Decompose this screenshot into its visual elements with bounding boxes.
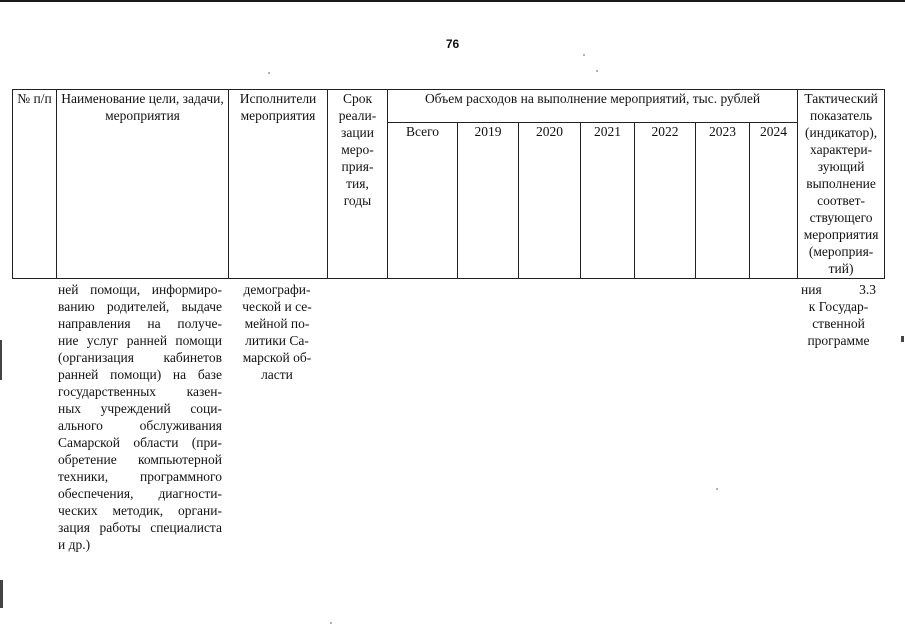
col-year-header: 2021 bbox=[581, 123, 635, 279]
scan-edge-mark bbox=[0, 580, 3, 608]
scan-speck bbox=[268, 72, 270, 74]
col-total-header: Всего bbox=[388, 123, 458, 279]
col-volume-header: Объем расходов на выполнение мероприятий, тыс. рублей bbox=[388, 90, 798, 123]
scan-edge-mark bbox=[901, 336, 904, 342]
scan-speck bbox=[716, 488, 718, 490]
col-name-header: Наименование цели, задачи, мероприятия bbox=[57, 90, 229, 279]
activity-description: ней помощи, информиро- ванию родителей, выдаче направления на получе- ние услуг ранней помощи (организация кабинетов ранней помощи) на базе государственных казен- ных учреждений соци- ального обслуживания Самарской области (при- обретение компьютерной техники, программного обеспечения, диагности- ческих методик, органи- зация работы специалиста и др.) bbox=[58, 282, 222, 552]
col-year-header: 2024 bbox=[750, 123, 798, 279]
col-indicator-header: Тактический показатель (индикатор), характери- зующий выполнение соответ- ствующего мероприятия (мероприя- тий) bbox=[798, 90, 885, 279]
col-year-header: 2023 bbox=[696, 123, 750, 279]
indicator-text: ния 3.3 к Государ- ственной программе bbox=[801, 282, 876, 348]
col-term-header: Срок реали- зации меро- прия- тия, годы bbox=[328, 90, 388, 279]
executor-text: демографи- ческой и се- мейной по- литики Са- марской об- ласти bbox=[242, 282, 312, 382]
page-number: 76 bbox=[445, 37, 460, 51]
col-year-header: 2020 bbox=[519, 123, 581, 279]
col-year-header: 2019 bbox=[458, 123, 519, 279]
scan-speck bbox=[596, 70, 598, 72]
header-table bbox=[12, 89, 885, 279]
top-rule bbox=[0, 0, 905, 2]
scan-speck bbox=[583, 54, 585, 56]
col-year-header: 2022 bbox=[635, 123, 696, 279]
scan-edge-mark bbox=[0, 340, 2, 380]
scan-speck bbox=[330, 622, 332, 624]
col-num-header: № п/п bbox=[13, 90, 57, 279]
col-executors-header: Исполнители мероприятия bbox=[229, 90, 328, 279]
